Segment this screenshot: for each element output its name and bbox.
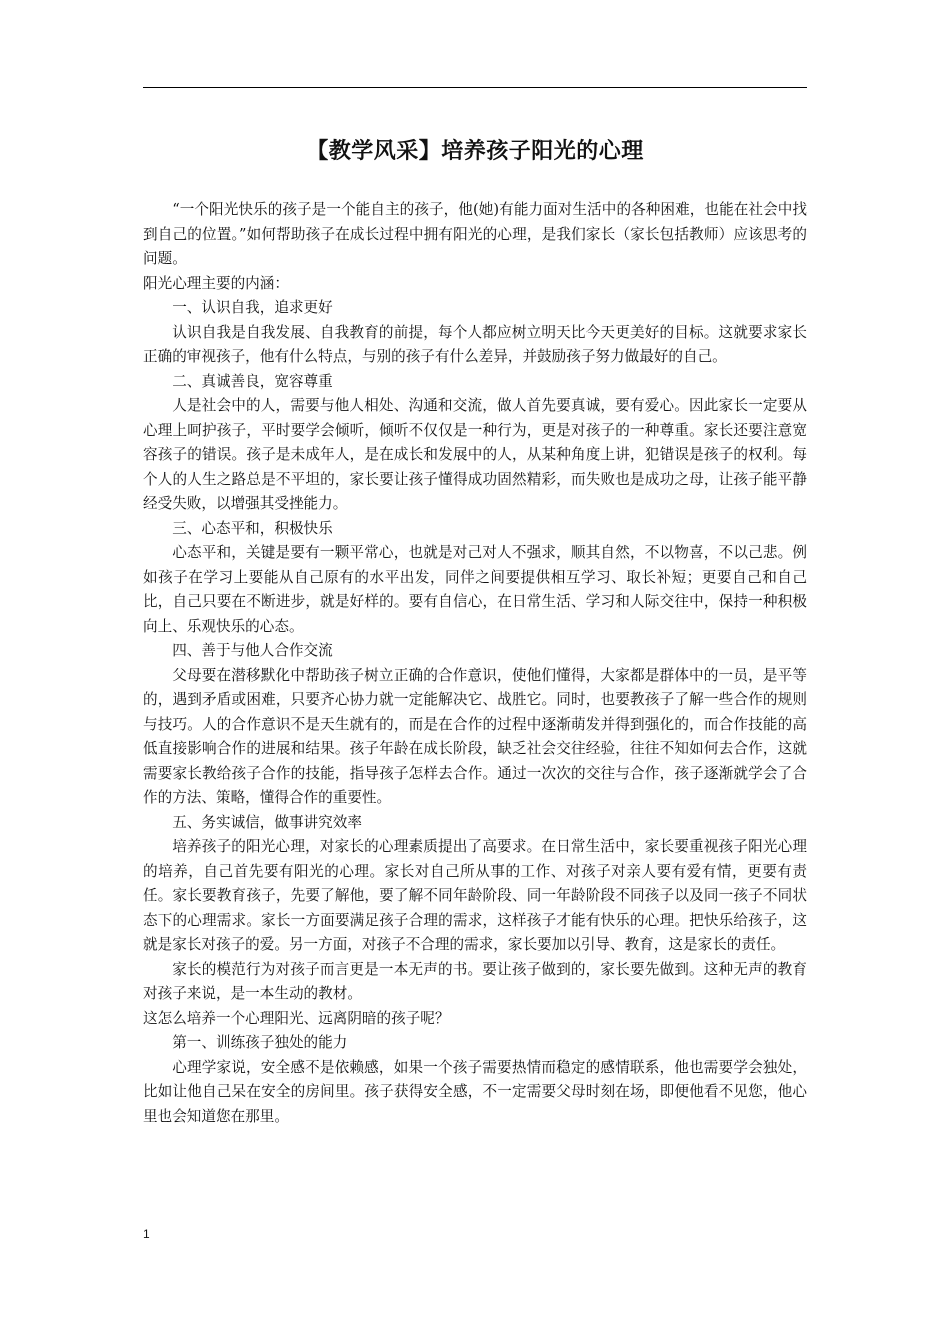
body-paragraph: 心态平和，关键是要有一颗平常心，也就是对己对人不强求，顺其自然，不以物喜，不以己悲。例如孩子在学习上要能从自己原有的水平出发，同伴之间要提供相互学习、取长补短；更要自己和自己比，自己只要在不断进步，就是好样的。要有自信心，在日常生活、学习和人际交往中，保持一种积极向上、乐观快乐的心态。: [143, 544, 807, 635]
page-number: 1: [143, 1227, 150, 1241]
question-line: 这怎么培养一个心理阳光、远离阴暗的孩子呢？: [143, 1009, 450, 1027]
body-paragraph: 认识自我是自我发展、自我教育的前提，每个人都应树立明天比今天更美好的目标。这就要求家长正确的审视孩子，他有什么特点，与别的孩子有什么差异，并鼓励孩子努力做最好的自己。: [143, 323, 807, 365]
section-heading-2: 二、真诚善良，宽容尊重: [172, 372, 333, 390]
section-heading-5: 五、务实诚信，做事讲究效率: [172, 813, 362, 831]
body-paragraph: 人是社会中的人，需要与他人相处、沟通和交流，做人首先要真诚，要有爱心。因此家长一定要从心理上呵护孩子，平时要学会倾听，倾听不仅仅是一种行为，更是对孩子的一种尊重。家长还要注意宽容孩子的错误。孩子是未成年人，是在成长和发展中的人，从某种角度上讲，犯错误是孩子的权利。每个人的人生之路总是不平坦的，家长要让孩子懂得成功固然精彩，而失败也是成功之母，让孩子能平静经受失败，以增强其受挫能力。: [143, 397, 807, 512]
body-paragraph: 心理学家说，安全感不是依赖感，如果一个孩子需要热情而稳定的感情联系，他也需要学会独处，比如让他自己呆在安全的房间里。孩子获得安全感，不一定需要父母时刻在场，即便他看不见您，他心里也会知道您在那里。: [143, 1058, 807, 1125]
intro-paragraph: “一个阳光快乐的孩子是一个能自主的孩子，他(她)有能力面对生活中的各种困难，也能在社会中找到自己的位置。”如何帮助孩子在成长过程中拥有阳光的心理，是我们家长（家长包括教师）应该思考的问题。: [143, 201, 807, 267]
body-paragraph: 父母要在潜移默化中帮助孩子树立正确的合作意识，使他们懂得，大家都是群体中的一员，是平等的，遇到矛盾或困难，只要齐心协力就一定能解决它、战胜它。同时，也要教孩子了解一些合作的规则与技巧。人的合作意识不是天生就有的，而是在合作的过程中逐渐萌发并得到强化的，而合作技能的高低直接影响合作的进展和结果。孩子年龄在成长阶段，缺乏社会交往经验，往往不知如何去合作，这就需要家长教给孩子合作的技能，指导孩子怎样去合作。通过一次次的交往与合作，孩子逐渐就学会了合作的方法、策略，懂得合作的重要性。: [143, 666, 807, 806]
method-heading-1: 第一、训练孩子独处的能力: [172, 1034, 348, 1051]
document-title: 【教学风采】培养孩子阳光的心理: [306, 139, 644, 164]
section-heading-4: 四、善于与他人合作交流: [172, 642, 333, 659]
header-rule: [143, 87, 807, 88]
section-heading-1: 一、认识自我，追求更好: [172, 299, 333, 316]
body-paragraph: 家长的模范行为对孩子而言更是一本无声的书。要让孩子做到的，家长要先做到。这种无声的教育对孩子来说，是一本生动的教材。: [143, 960, 807, 1002]
section-heading-3: 三、心态平和，积极快乐: [172, 519, 333, 537]
body-paragraph: 培养孩子的阳光心理，对家长的心理素质提出了高要求。在日常生活中，家长要重视孩子阳光心理的培养，自己首先要有阳光的心理。家长对自己所从事的工作、对孩子对亲人要有爱有情，更要有责任。家长要教育孩子，先要了解他，要了解不同年龄阶段、同一年龄阶段不同孩子以及同一孩子不同状态下的心理需求。家长一方面要满足孩子合理的需求，这样孩子才能有快乐的心理。把快乐给孩子，这就是家长对孩子的爱。另一方面，对孩子不合理的需求，家长要加以引导、教育，这是家长的责任。: [143, 838, 807, 953]
document-body: [143, 198, 807, 1129]
section-intro-line: 阳光心理主要的内涵：: [143, 274, 289, 292]
